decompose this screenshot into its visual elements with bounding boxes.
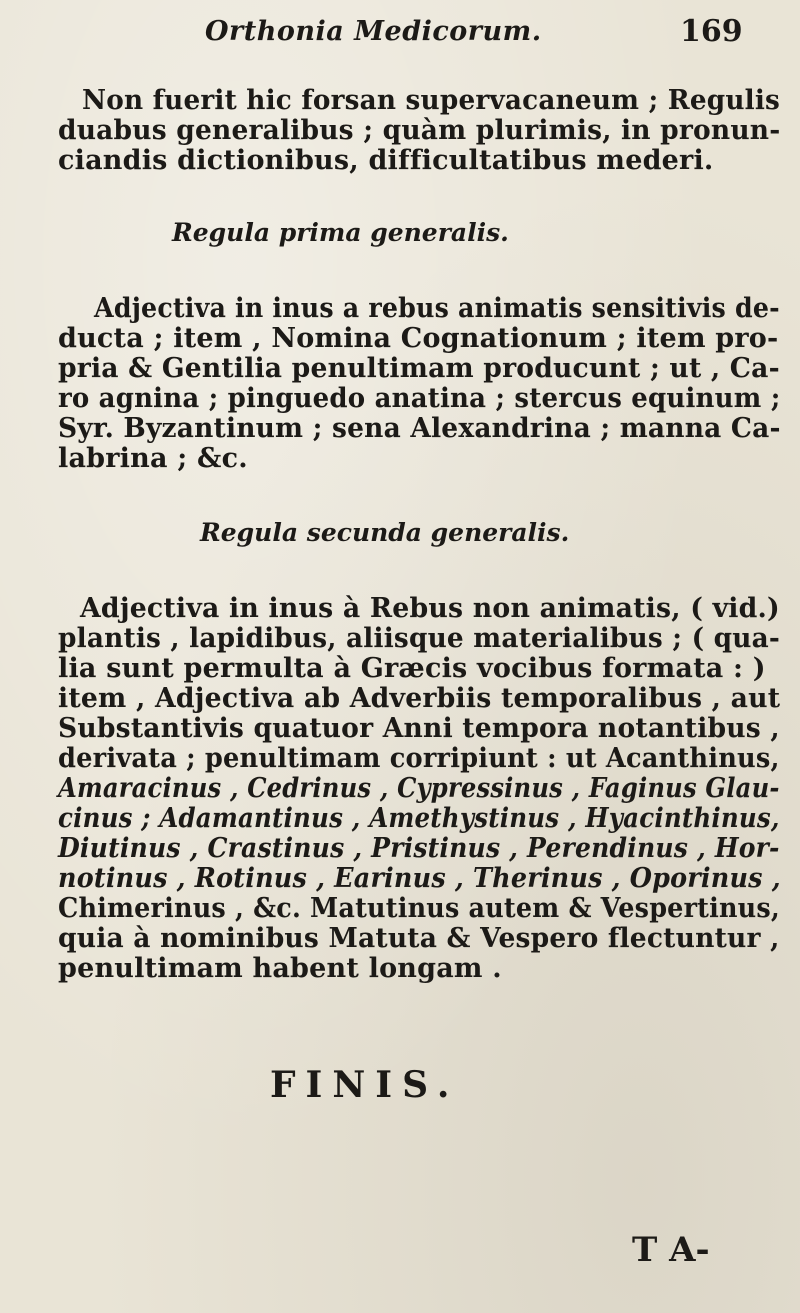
text-line: cinus ; Adamantinus , Amethystinus , Hyacinthinus, — [58, 803, 780, 834]
text-line: Amaracinus , Cedrinus , Cypressinus , Faginus Glau- — [58, 773, 780, 804]
text-line: ro agnina ; pinguedo anatina ; stercus equinum ; — [58, 383, 781, 414]
text-line: labrina ; &c. — [58, 443, 248, 474]
text-line: Adjectiva in inus à Rebus non animatis, ( vid.) — [80, 593, 780, 624]
rule-heading-second: Regula secunda generalis. — [200, 518, 570, 547]
text-line: Chimerinus , &c. Matutinus autem & Vespertinus, — [58, 893, 780, 924]
text-line: pria & Gentilia penultimam producunt ; ut , Ca- — [58, 353, 780, 384]
running-title: Orthonia Medicorum. — [205, 16, 542, 47]
text-line: plantis , lapidibus, aliisque materialibus ; ( qua- — [58, 623, 780, 654]
running-head — [0, 12, 800, 52]
text-line: Diutinus , Crastinus , Pristinus , Perendinus , Hor- — [58, 833, 780, 864]
text-line: Syr. Byzantinum ; sena Alexandrina ; manna Ca- — [58, 413, 781, 444]
page-number: 169 — [680, 14, 743, 49]
text-line: item , Adjectiva ab Adverbiis temporalibus , aut — [58, 683, 781, 714]
finis-heading: FINIS. — [270, 1064, 460, 1106]
text-line: duabus generalibus ; quàm plurimis, in pronun- — [58, 115, 781, 146]
rule-heading-first: Regula prima generalis. — [172, 218, 509, 247]
text-line: ciandis dictionibus, difficultatibus mederi. — [58, 145, 714, 176]
catchword: T A- — [632, 1230, 710, 1270]
text-line: penultimam habent longam . — [58, 953, 502, 984]
text-line: derivata ; penultimam corripiunt : ut Acanthinus, — [58, 743, 780, 774]
text-line: Adjectiva in inus a rebus animatis sensitivis de- — [94, 293, 780, 324]
text-line: notinus , Rotinus , Earinus , Therinus , Oporinus , — [58, 863, 781, 894]
text-line: ducta ; item , Nomina Cognationum ; item pro- — [58, 323, 779, 354]
text-line: Substantivis quatuor Anni tempora notantibus , — [58, 713, 780, 744]
text-line: quia à nominibus Matuta & Vespero flectuntur , — [58, 923, 780, 954]
text-line: lia sunt permulta à Græcis vocibus formata : ) — [58, 653, 766, 684]
text-line: Non fuerit hic forsan supervacaneum ; Regulis — [82, 85, 781, 116]
